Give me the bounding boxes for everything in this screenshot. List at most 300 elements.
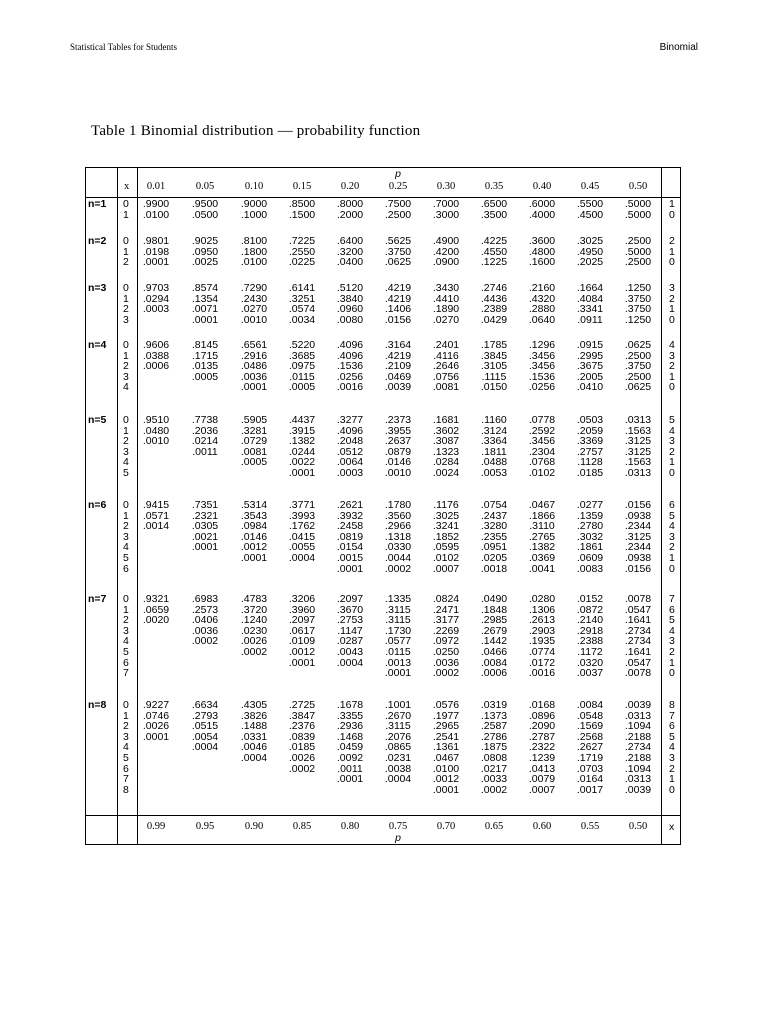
probability-cell: .0756: [432, 370, 460, 383]
probability-cell: .2036: [191, 424, 219, 437]
probability-cell: .3847: [288, 709, 316, 722]
probability-cell: .0205: [480, 552, 508, 564]
probability-cell: .0004: [384, 773, 412, 786]
x-value: 5: [123, 646, 129, 658]
probability-cell: .0012: [432, 773, 460, 786]
probability-cell: .0778: [528, 414, 556, 426]
probability-cell: .0515: [191, 720, 219, 733]
probability-cell: .0001: [288, 656, 316, 669]
probability-cell: .0313: [624, 467, 652, 479]
probability-cell: .0054: [191, 730, 219, 743]
x-complement-value: 1: [669, 303, 675, 316]
x-value: 0: [123, 414, 129, 426]
probability-cell: .1382: [528, 541, 556, 554]
probability-cell: .8574: [191, 282, 219, 294]
probability-cell: .2005: [576, 370, 604, 383]
probability-cell: .1373: [480, 709, 508, 722]
x-value: 7: [123, 773, 129, 786]
probability-cell: .0026: [240, 635, 268, 648]
probability-cell: .0100: [142, 208, 170, 221]
probability-cell: .3115: [385, 720, 411, 733]
x-value: 7: [123, 667, 129, 680]
x-value: 4: [123, 541, 129, 554]
probability-cell: .0459: [336, 741, 364, 754]
probability-cell: .2985: [480, 614, 508, 627]
probability-cell: .0012: [240, 541, 268, 554]
probability-cell: .3750: [624, 303, 652, 316]
probability-cell: .0865: [384, 741, 412, 754]
probability-cell: .2389: [480, 303, 508, 316]
probability-cell: .0109: [288, 635, 316, 648]
probability-cell: .0305: [191, 520, 219, 533]
probability-cell: .2188: [624, 752, 652, 764]
probability-cell: .1569: [576, 720, 604, 733]
probability-cell: .2573: [191, 603, 219, 616]
probability-cell: .0081: [432, 381, 460, 394]
probability-cell: .7000: [432, 198, 460, 210]
probability-cell: .3025: [432, 509, 460, 522]
probability-cell: .0084: [480, 656, 508, 669]
probability-cell: .0001: [336, 773, 364, 786]
x-footer-label: x: [669, 821, 675, 833]
probability-cell: .3110: [529, 520, 555, 533]
probability-cell: .4410: [432, 292, 460, 305]
probability-cell: .3125: [624, 435, 652, 448]
probability-cell: .2344: [624, 520, 652, 533]
probability-cell: .2734: [624, 635, 652, 648]
probability-cell: .0006: [142, 360, 170, 373]
probability-cell: .0330: [384, 541, 412, 554]
probability-cell: .0625: [624, 381, 652, 394]
probability-cell: .2373: [384, 414, 412, 426]
x-value: 0: [123, 593, 129, 605]
probability-cell: .4200: [432, 245, 460, 258]
probability-cell: .1128: [577, 456, 603, 469]
probability-cell: .0015: [336, 552, 364, 564]
probability-cell: .2388: [576, 635, 604, 648]
probability-cell: .4305: [240, 699, 268, 711]
probability-cell: .2090: [528, 720, 556, 733]
p-column-header: 0.30: [436, 181, 456, 192]
probability-cell: .0011: [337, 762, 363, 775]
probability-cell: .5000: [624, 208, 652, 221]
probability-cell: .1318: [384, 530, 412, 543]
probability-cell: .0083: [576, 562, 604, 575]
probability-cell: .2376: [288, 720, 316, 733]
probability-cell: .1536: [336, 360, 364, 373]
probability-cell: .0016: [336, 381, 364, 394]
x-value: 1: [123, 349, 129, 362]
probability-cell: .3341: [576, 303, 604, 316]
probability-cell: .0002: [480, 783, 508, 796]
probability-cell: .0410: [576, 381, 604, 394]
probability-cell: .0938: [624, 509, 652, 522]
probability-cell: .1361: [432, 741, 460, 754]
probability-cell: .2592: [528, 424, 556, 437]
probability-cell: .0270: [240, 303, 268, 316]
probability-cell: .3720: [240, 603, 268, 616]
x-complement-value: 2: [669, 762, 675, 775]
probability-cell: .0001: [384, 667, 412, 680]
probability-cell: .0081: [240, 445, 268, 458]
x-complement-value: 0: [669, 313, 675, 326]
probability-cell: .1406: [384, 303, 412, 316]
x-complement-value: 6: [669, 720, 675, 733]
probability-cell: .1785: [480, 339, 508, 351]
probability-cell: .0824: [432, 593, 460, 605]
x-complement-value: 2: [669, 235, 675, 247]
probability-cell: .0576: [432, 699, 460, 711]
x-value: 5: [123, 752, 129, 764]
probability-cell: .1335: [384, 593, 412, 605]
probability-cell: .0313: [624, 414, 652, 426]
probability-cell: .8000: [336, 198, 364, 210]
x-complement-value: 3: [669, 282, 675, 294]
probability-cell: .3164: [384, 339, 412, 351]
probability-cell: .0467: [432, 752, 460, 764]
probability-cell: .0911: [577, 313, 603, 326]
probability-cell: .0100: [432, 762, 460, 775]
probability-cell: .0574: [288, 303, 316, 316]
probability-cell: .0172: [528, 656, 556, 669]
probability-cell: .1780: [384, 499, 412, 511]
probability-cell: .0230: [240, 624, 268, 637]
probability-cell: .2936: [336, 720, 364, 733]
probability-cell: .0033: [480, 773, 508, 786]
probability-cell: .3125: [624, 530, 652, 543]
probability-cell: .2000: [336, 208, 364, 221]
probability-cell: .0900: [432, 256, 460, 269]
probability-cell: .0152: [576, 593, 604, 605]
x-complement-value: 7: [669, 593, 675, 605]
probability-cell: .2753: [336, 614, 364, 627]
p-column-header: 0.01: [146, 181, 166, 192]
probability-cell: .1563: [624, 456, 652, 469]
probability-cell: .7351: [191, 499, 219, 511]
probability-cell: .2734: [624, 624, 652, 637]
x-value: 3: [123, 730, 129, 743]
probability-cell: .1664: [576, 282, 604, 294]
probability-cell: .2965: [432, 720, 460, 733]
probability-cell: .0001: [432, 783, 460, 796]
x-complement-value: 0: [669, 256, 675, 269]
probability-cell: .3177: [432, 614, 460, 627]
probability-cell: .0156: [384, 313, 412, 326]
probability-cell: .2918: [576, 624, 604, 637]
x-value: 0: [123, 198, 129, 210]
probability-cell: .3543: [240, 509, 268, 522]
probability-cell: .3115: [385, 603, 411, 616]
p-column-header: 0.15: [292, 181, 312, 192]
x-complement-value: 0: [669, 381, 675, 394]
x-value: 5: [123, 467, 129, 479]
probability-cell: .0975: [288, 360, 316, 373]
p-column-header: 0.45: [580, 181, 600, 192]
probability-cell: .0388: [142, 349, 170, 362]
probability-cell: .2637: [384, 435, 412, 448]
x-value: 1: [123, 709, 129, 722]
probability-cell: .0164: [576, 773, 604, 786]
probability-cell: .0005: [240, 456, 268, 469]
probability-cell: .0154: [336, 541, 364, 554]
probability-cell: .3277: [336, 414, 364, 426]
probability-cell: .4084: [576, 292, 604, 305]
probability-cell: .3105: [480, 360, 508, 373]
probability-cell: .0406: [191, 614, 219, 627]
probability-cell: .4219: [384, 292, 412, 305]
probability-cell: .2966: [384, 520, 412, 533]
probability-cell: .0938: [624, 552, 652, 564]
probability-cell: .3355: [336, 709, 364, 722]
probability-cell: .0041: [528, 562, 556, 575]
probability-cell: .0250: [432, 646, 460, 658]
probability-cell: .1094: [624, 762, 652, 775]
probability-cell: .3032: [576, 530, 604, 543]
probability-cell: .0021: [191, 530, 219, 543]
probability-cell: .2471: [432, 603, 460, 616]
probability-cell: .0488: [480, 456, 508, 469]
probability-cell: .0002: [240, 646, 268, 658]
probability-cell: .2550: [288, 245, 316, 258]
probability-cell: .0036: [240, 370, 268, 383]
probability-cell: .0013: [384, 656, 412, 669]
probability-cell: .0331: [240, 730, 268, 743]
x-complement-value: 3: [669, 530, 675, 543]
probability-cell: .0010: [384, 467, 412, 479]
x-value: 6: [123, 562, 129, 575]
probability-cell: .3915: [288, 424, 316, 437]
probability-cell: .3115: [385, 614, 411, 627]
probability-cell: .3456: [528, 435, 556, 448]
probability-cell: .0256: [336, 370, 364, 383]
probability-cell: .1678: [336, 699, 364, 711]
probability-cell: .0839: [288, 730, 316, 743]
probability-cell: .3456: [528, 349, 556, 362]
probability-cell: .0084: [576, 699, 604, 711]
probability-cell: .1296: [528, 339, 556, 351]
probability-cell: .1239: [528, 752, 556, 764]
probability-cell: .0231: [384, 752, 412, 764]
probability-cell: .0004: [240, 752, 268, 764]
probability-cell: .0754: [480, 499, 508, 511]
probability-cell: .9510: [142, 414, 170, 426]
probability-cell: .0039: [624, 783, 652, 796]
probability-cell: .1382: [288, 435, 316, 448]
probability-cell: .0044: [384, 552, 412, 564]
probability-cell: .0135: [191, 360, 219, 373]
probability-cell: .0156: [624, 499, 652, 511]
x-complement-value: 0: [669, 208, 675, 221]
probability-cell: .0102: [528, 467, 556, 479]
probability-cell: .2140: [576, 614, 604, 627]
p-column-footer: 0.85: [292, 821, 312, 832]
probability-cell: .0547: [624, 656, 652, 669]
probability-cell: .4219: [384, 282, 412, 294]
x-complement-value: 1: [669, 656, 675, 669]
x-complement-value: 2: [669, 360, 675, 373]
probability-cell: .0168: [528, 699, 556, 711]
probability-cell: .1861: [576, 541, 604, 554]
probability-cell: .4000: [528, 208, 556, 221]
probability-cell: .0429: [480, 313, 508, 326]
probability-cell: .1715: [191, 349, 219, 362]
probability-cell: .2025: [576, 256, 604, 269]
x-value: 0: [123, 235, 129, 247]
probability-cell: .9500: [191, 198, 219, 210]
probability-cell: .6141: [288, 282, 316, 294]
probability-cell: .0774: [528, 646, 556, 658]
x-complement-value: 0: [669, 783, 675, 796]
probability-cell: .0896: [528, 709, 556, 722]
probability-cell: .3602: [432, 424, 460, 437]
probability-cell: .0640: [528, 313, 556, 326]
probability-cell: .1176: [433, 499, 459, 511]
probability-cell: .1681: [432, 414, 460, 426]
probability-cell: .0185: [288, 741, 316, 754]
probability-cell: .1354: [191, 292, 219, 305]
probability-cell: .9415: [142, 499, 170, 511]
probability-cell: .4219: [384, 349, 412, 362]
probability-cell: .3200: [336, 245, 364, 258]
probability-cell: .0043: [336, 646, 364, 658]
x-complement-value: 8: [669, 699, 675, 711]
probability-cell: .0313: [624, 709, 652, 722]
probability-cell: .1160: [481, 414, 507, 426]
probability-cell: .0022: [288, 456, 316, 469]
probability-cell: .0014: [142, 520, 170, 533]
probability-cell: .9227: [142, 699, 170, 711]
x-value: 4: [123, 635, 129, 648]
x-value: 1: [123, 292, 129, 305]
probability-cell: .0002: [191, 635, 219, 648]
probability-cell: .0746: [142, 709, 170, 722]
probability-cell: .2344: [624, 541, 652, 554]
probability-cell: .0287: [336, 635, 364, 648]
probability-cell: .2048: [336, 435, 364, 448]
probability-cell: .1442: [480, 635, 508, 648]
n-column-divider: [117, 167, 118, 845]
probability-cell: .4550: [480, 245, 508, 258]
probability-cell: .3430: [432, 282, 460, 294]
probability-cell: .2188: [624, 730, 652, 743]
x-complement-value: 6: [669, 603, 675, 616]
probability-cell: .4436: [480, 292, 508, 305]
x-complement-value: 4: [669, 624, 675, 637]
x-value: 1: [123, 245, 129, 258]
probability-cell: .2076: [384, 730, 412, 743]
probability-cell: .0037: [576, 667, 604, 680]
probability-cell: .2725: [288, 699, 316, 711]
probability-cell: .2786: [480, 730, 508, 743]
probability-cell: .3960: [288, 603, 316, 616]
probability-cell: .0277: [576, 499, 604, 511]
probability-cell: .0026: [142, 720, 170, 733]
probability-cell: .2500: [624, 370, 652, 383]
probability-cell: .4500: [576, 208, 604, 221]
probability-cell: .1977: [432, 709, 460, 722]
x-complement-value: 0: [669, 467, 675, 479]
probability-cell: .0256: [528, 381, 556, 394]
probability-cell: .6634: [191, 699, 219, 711]
probability-cell: .0469: [384, 370, 412, 383]
probability-cell: .3750: [384, 245, 412, 258]
probability-cell: .2746: [480, 282, 508, 294]
probability-cell: .0026: [288, 752, 316, 764]
probability-cell: .2500: [624, 256, 652, 269]
n-label: n=2: [88, 235, 107, 247]
probability-cell: .0284: [432, 456, 460, 469]
x-value: 4: [123, 381, 129, 394]
probability-cell: .0319: [480, 699, 508, 711]
probability-cell: .0320: [576, 656, 604, 669]
probability-cell: .7738: [191, 414, 219, 426]
probability-cell: .0819: [336, 530, 364, 543]
probability-cell: .0872: [576, 603, 604, 616]
probability-cell: .0010: [142, 435, 170, 448]
probability-cell: .3369: [576, 435, 604, 448]
probability-cell: .0115: [289, 370, 315, 383]
probability-cell: .3750: [624, 292, 652, 305]
probability-cell: .3500: [480, 208, 508, 221]
probability-cell: .3771: [288, 499, 316, 511]
probability-cell: .6000: [528, 198, 556, 210]
probability-cell: .1730: [384, 624, 412, 637]
probability-cell: .1250: [624, 282, 652, 294]
x-complement-value: 4: [669, 741, 675, 754]
probability-cell: .8145: [191, 339, 219, 351]
p-column-footer: 0.99: [146, 821, 166, 832]
probability-cell: .1323: [432, 445, 460, 458]
probability-cell: .9321: [142, 593, 170, 605]
probability-cell: .0156: [624, 562, 652, 575]
x-value: 2: [123, 256, 129, 269]
probability-cell: .0548: [576, 709, 604, 722]
x-value: 3: [123, 370, 129, 383]
probability-cell: .0577: [384, 635, 412, 648]
x-value: 2: [123, 520, 129, 533]
probability-cell: .0007: [528, 783, 556, 796]
p-column-header: 0.10: [244, 181, 264, 192]
probability-cell: .3124: [480, 424, 508, 437]
p-column-header: 0.35: [484, 181, 504, 192]
p-column-footer: 0.50: [628, 821, 648, 832]
probability-cell: .0080: [336, 313, 364, 326]
probability-cell: .4783: [240, 593, 268, 605]
probability-cell: .0480: [142, 424, 170, 437]
probability-cell: .9703: [142, 282, 170, 294]
probability-cell: .0280: [528, 593, 556, 605]
x-complement-value: 4: [669, 424, 675, 437]
probability-cell: .9801: [142, 235, 170, 247]
probability-cell: .0595: [432, 541, 460, 554]
probability-cell: .0225: [288, 256, 316, 269]
probability-cell: .2304: [528, 445, 556, 458]
p-column-footer: 0.65: [484, 821, 504, 832]
p-label-top: p: [395, 168, 401, 180]
p-column-header: 0.40: [532, 181, 552, 192]
x-complement-value: 2: [669, 646, 675, 658]
probability-cell: .6983: [191, 593, 219, 605]
probability-cell: .0079: [528, 773, 556, 786]
probability-cell: .3125: [624, 445, 652, 458]
probability-cell: .0001: [142, 256, 170, 269]
probability-cell: .0313: [624, 773, 652, 786]
probability-cell: .0016: [528, 667, 556, 680]
probability-cell: .0547: [624, 603, 652, 616]
probability-cell: .4900: [432, 235, 460, 247]
n-label: n=3: [88, 282, 107, 294]
probability-cell: .3685: [288, 349, 316, 362]
